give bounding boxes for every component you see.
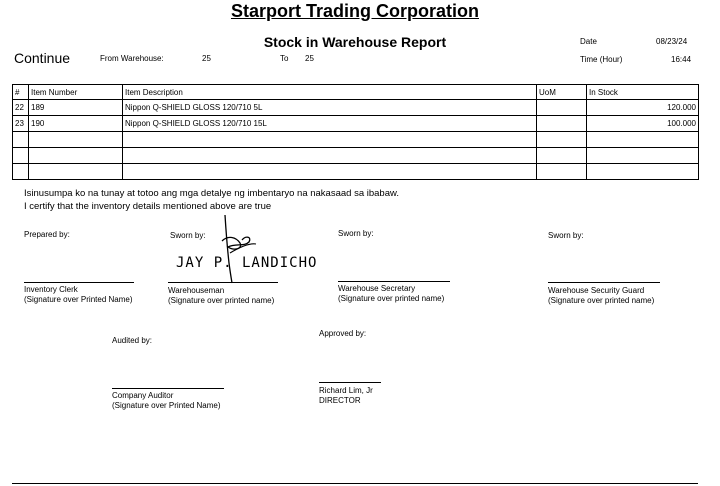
table-row [13,132,699,148]
signature-line [548,282,660,283]
table-row [13,164,699,180]
signatory-director [319,386,373,406]
col-header-in-stock: In Stock [587,85,699,100]
signature-line [24,282,134,283]
signatory-role: Warehouse Secretary [338,284,416,293]
table-row [13,148,699,164]
signatory-role: Warehouseman [168,286,225,295]
to-label: To [280,54,289,63]
signatory-role: Inventory Clerk [24,285,78,294]
signatory-note: (Signature over printed name) [338,294,445,303]
item-number: 189 [29,100,123,116]
col-header-number: # [13,85,29,100]
date-label: Date [580,37,597,46]
table-row [13,100,699,116]
sworn-by-label-2: Sworn by: [338,229,374,238]
signed-name: JAY P. LANDICHO [176,255,318,271]
signature-line [338,281,450,282]
item-uom [537,116,587,132]
item-number [29,164,123,180]
item-number [29,132,123,148]
in-stock-qty: 120.000 [587,100,699,116]
row-number: 23 [13,116,29,132]
signatory-warehouse-secretary [338,284,444,304]
time-label: Time (Hour) [580,55,623,64]
item-description [123,132,537,148]
date-value: 08/23/24 [656,37,688,46]
sworn-by-label-3: Sworn by: [548,231,584,240]
col-header-item-number: Item Number [29,85,123,100]
signatory-company-auditor [112,391,221,411]
signature-line [112,388,224,389]
signatory-inventory-clerk [24,285,133,305]
signatory-warehouseman [168,286,274,306]
signature-line [168,282,278,283]
in-stock-qty [587,164,699,180]
col-header-item-description: Item Description [123,85,537,100]
item-description [123,164,537,180]
certification-tagalog: Isinusumpa ko na tunay at totoo ang mga detalye ng imbentaryo na nakasaad sa ibabaw. [24,188,399,199]
item-uom [537,100,587,116]
from-warehouse-value: 25 [202,54,211,63]
approved-by-label: Approved by: [319,329,367,338]
item-number [29,148,123,164]
continue-label: Continue [14,50,71,66]
signatory-security-guard [548,286,654,306]
from-warehouse-label: From Warehouse: [100,54,164,63]
stock-table [12,84,699,180]
time-value: 16:44 [671,55,692,64]
sworn-by-label-1: Sworn by: [170,231,206,240]
handwritten-signature [170,213,300,290]
page-divider [12,483,698,484]
item-uom [537,164,587,180]
item-description: Nippon Q-SHIELD GLOSS 120/710 15L [123,116,537,132]
row-number: 22 [13,100,29,116]
row-number [13,132,29,148]
table-header-row [13,85,699,100]
signatory-role: Warehouse Security Guard [548,286,645,295]
director-title: DIRECTOR [319,396,361,405]
company-name: Starport Trading Corporation [230,1,479,21]
item-uom [537,148,587,164]
signatory-note: (Signature over printed name) [168,296,275,305]
row-number [13,164,29,180]
signatory-note: (Signature over printed name) [548,296,655,305]
in-stock-qty [587,148,699,164]
table-row [13,116,699,132]
in-stock-qty [587,132,699,148]
prepared-by-label: Prepared by: [24,230,70,239]
item-number: 190 [29,116,123,132]
audited-by-label: Audited by: [112,336,153,345]
report-title: Stock in Warehouse Report [263,34,447,50]
signatory-note: (Signature over Printed Name) [24,295,133,304]
in-stock-qty: 100.000 [587,116,699,132]
row-number [13,148,29,164]
item-uom [537,132,587,148]
signature-line [319,382,381,383]
director-name: Richard Lim, Jr [319,386,373,395]
signatory-note: (Signature over Printed Name) [112,401,221,410]
item-description: Nippon Q-SHIELD GLOSS 120/710 5L [123,100,537,116]
item-description [123,148,537,164]
certification-english: I certify that the inventory details mentioned above are true [24,201,272,212]
signatory-role: Company Auditor [112,391,174,400]
col-header-uom: UoM [537,85,587,100]
to-warehouse-value: 25 [305,54,314,63]
